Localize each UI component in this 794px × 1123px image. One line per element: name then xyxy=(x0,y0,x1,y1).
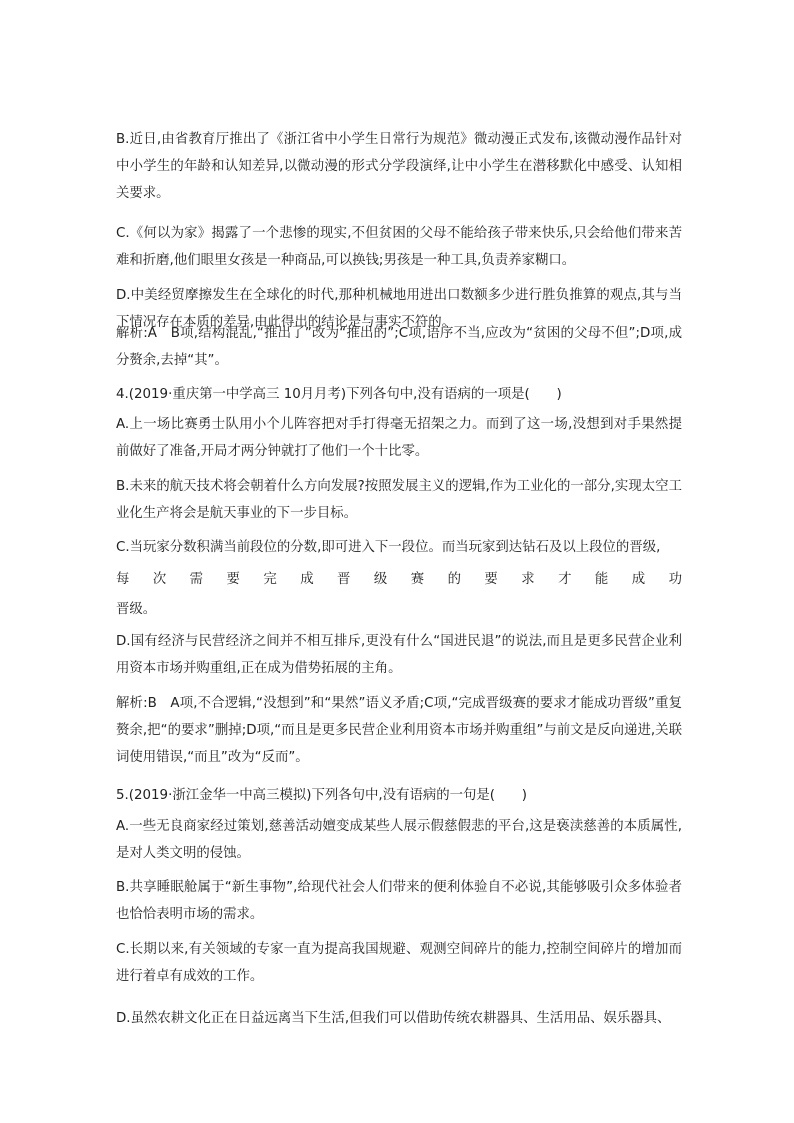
q4-option-b: B.未来的航天技术将会朝着什么方向发展?按照发展主义的逻辑,作为工业化的一部分,实现太空工业化生产将会是航天事业的下一步目标。 xyxy=(116,479,682,521)
q5-option-c: C.长期以来,有关领域的专家一直为提高我国规避、观测空间碎片的能力,控制空间碎片的增加而进行着卓有成效的工作。 xyxy=(116,942,682,984)
q4-option-c-line1: C.当玩家分数积满当前段位的分数,即可进入下一段位。而当玩家到达钻石及以上段位的晋级, xyxy=(116,540,661,555)
option-b-paragraph: B.近日,由省教育厅推出了《浙江省中小学生日常行为规范》微动漫正式发布,该微动漫作品针对中小学生的年龄和认知差异,以微动漫的形式分学段演绎,让中小学生在潜移默化中感受、认知相关要求。 xyxy=(116,132,682,201)
option-d-paragraph: D.中美经贸摩擦发生在全球化的时代,那种机械地用进出口数额多少进行胜负推算的观点,其与当下情况存在本质的差异,由此得出的结论是与事实不符的。 xyxy=(116,288,682,330)
q5-option-d: D.虽然农耕文化正在日益远离当下生活,但我们可以借助传统农耕器具、生活用品、娱乐器具、 xyxy=(116,1011,671,1026)
question-4-stem: 4.(2019·重庆第一中学高三 10月月考)下列各句中,没有语病的一项是( ) xyxy=(116,387,562,402)
q4-option-c-line3: 晋级。 xyxy=(116,602,157,617)
q4-option-c-line2: 每次需要完成晋级赛的要求才能成功 xyxy=(116,572,682,587)
q5-option-b: B.共享睡眠舱属于“新生事物”,给现代社会人们带来的便利体验自不必说,其能够吸引众多体验者也恰恰表明市场的需求。 xyxy=(116,880,682,922)
q5-option-a: A.一些无良商家经过策划,慈善活动嬗变成某些人展示假慈假悲的平台,这是亵渎慈善的本质属性,是对人类文明的侵蚀。 xyxy=(116,819,682,861)
answer-explanation: 解析:A B项,结构混乱,“推出了”改为“推出的”;C项,语序不当,应改为“贫困的父母不但”;D项,成分赘余,去掉“其”。 xyxy=(116,326,682,368)
q4-answer-explanation: 解析:B A项,不合逻辑,“没想到”和“果然”语义矛盾;C项,“完成晋级赛的要求才能成功晋级”重复赘余,把“的要求”删掉;D项,“而且是更多民营企业利用资本市场并购重组”与前文是反向递进,关联词使用错误,“而且”改为“反而”。 xyxy=(116,696,682,765)
option-c-paragraph: C.《何以为家》揭露了一个悲惨的现实,不但贫困的父母不能给孩子带来快乐,只会给他们带来苦难和折磨,他们眼里女孩是一种商品,可以换钱;男孩是一种工具,负责养家糊口。 xyxy=(116,226,682,268)
q4-option-a: A.上一场比赛勇士队用小个儿阵容把对手打得毫无招架之力。而到了这一场,没想到对手果然提前做好了准备,开局才两分钟就打了他们一个十比零。 xyxy=(116,417,682,459)
q4-option-d: D.国有经济与民营经济之间并不相互排斥,更没有什么“国进民退”的说法,而且是更多民营企业利用资本市场并购重组,正在成为借势拓展的主角。 xyxy=(116,634,682,676)
question-5-stem: 5.(2019·浙江金华一中高三模拟)下列各句中,没有语病的一句是( ) xyxy=(116,788,528,803)
